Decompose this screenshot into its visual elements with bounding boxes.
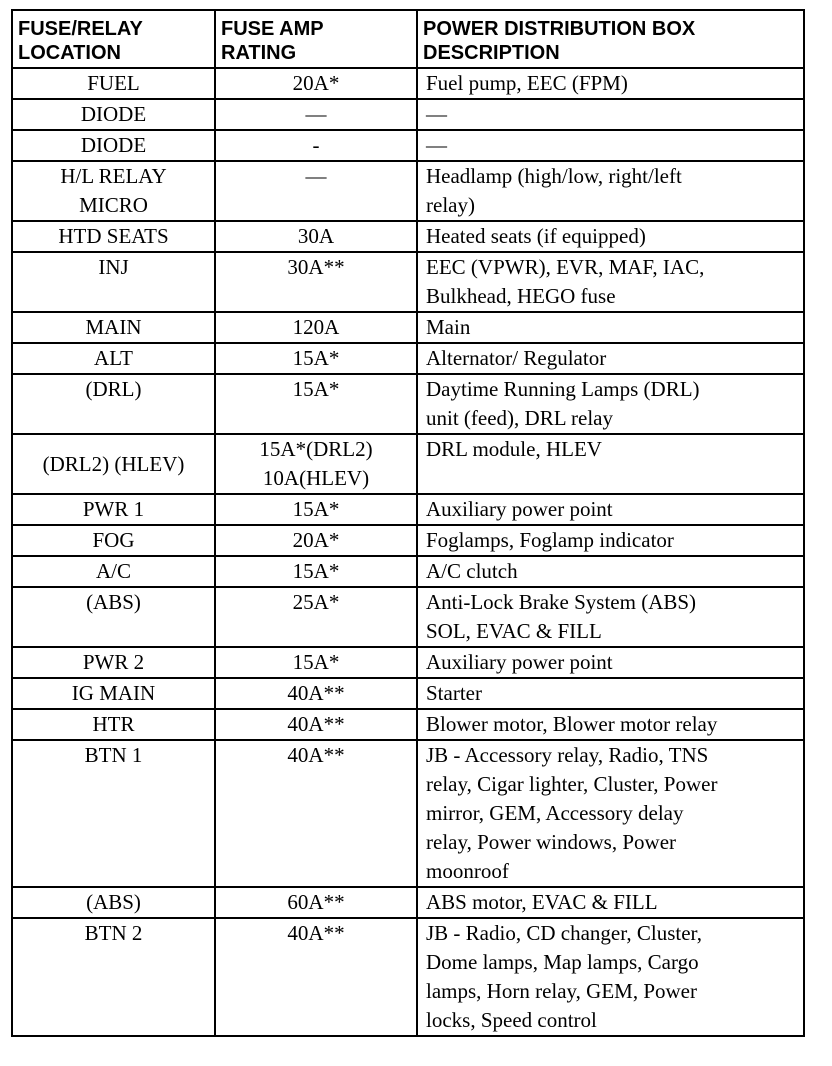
fuse-amp-cell: [215, 678, 417, 709]
fuse-amp-cell-line: 120A: [292, 315, 340, 339]
fuse-location-cell: [12, 99, 215, 130]
header-row: [12, 10, 804, 68]
fuse-description-cell-line: JB - Radio, CD changer, Cluster,: [426, 921, 702, 945]
fuse-location-cell-line: (DRL): [85, 377, 142, 401]
table-row: [12, 130, 804, 161]
fuse-description-cell-line: —: [426, 102, 447, 126]
table-row: [12, 587, 804, 647]
fuse-location-cell-line: IG MAIN: [71, 681, 156, 705]
fuse-amp-cell: [215, 434, 417, 494]
fuse-amp-cell-line: 15A*(DRL2): [259, 437, 373, 461]
fuse-location-cell: [12, 343, 215, 374]
fuse-location-cell-line: (ABS): [86, 590, 141, 614]
fuse-amp-cell-line: 40A**: [287, 681, 345, 705]
fuse-location-cell-line: DIODE: [80, 133, 147, 157]
fuse-location-cell-line: DIODE: [80, 102, 147, 126]
fuse-amp-cell: [215, 374, 417, 434]
fuse-description-cell-line: Dome lamps, Map lamps, Cargo: [426, 950, 699, 974]
fuse-amp-cell-line: -: [312, 133, 320, 157]
table-row: [12, 99, 804, 130]
fuse-location-cell-line: INJ: [98, 255, 129, 279]
fuse-description-cell-line: locks, Speed control: [426, 1008, 597, 1032]
fuse-description-cell-line: JB - Accessory relay, Radio, TNS: [426, 743, 709, 767]
fuse-amp-cell: [215, 161, 417, 221]
fuse-description-cell-line: moonroof: [426, 859, 509, 883]
fuse-description-cell-line: —: [426, 133, 447, 157]
fuse-description-cell: [417, 343, 804, 374]
fuse-description-cell-line: mirror, GEM, Accessory delay: [426, 801, 684, 825]
fuse-location-cell-line: PWR 1: [82, 497, 145, 521]
table-row: [12, 525, 804, 556]
fuse-location-cell: [12, 918, 215, 1036]
fuse-amp-cell-line: —: [305, 164, 327, 188]
fuse-amp-cell-line: 25A*: [292, 590, 340, 614]
fuse-amp-cell-line: 10A(HLEV): [262, 466, 370, 490]
fuse-location-cell: [12, 740, 215, 887]
fuse-location-cell: [12, 887, 215, 918]
fuse-location-cell-line: ALT: [94, 346, 133, 370]
fuse-location-cell-line: (DRL2) (HLEV): [42, 451, 185, 476]
fuse-location-cell-line: HTD SEATS: [58, 224, 169, 248]
fuse-amp-cell-line: 15A*: [292, 497, 340, 521]
fuse-description-cell: [417, 312, 804, 343]
fuse-description-cell-line: Auxiliary power point: [426, 650, 613, 674]
fuse-description-cell-line: SOL, EVAC & FILL: [426, 619, 602, 643]
fuse-amp-cell: [215, 587, 417, 647]
fuse-location-cell-line: (ABS): [86, 890, 141, 914]
table-row: [12, 434, 804, 494]
fuse-amp-cell-line: 30A: [297, 224, 335, 248]
fuse-amp-cell: [215, 343, 417, 374]
fuse-description-cell: [417, 887, 804, 918]
table-row: [12, 374, 804, 434]
fuse-description-cell: [417, 494, 804, 525]
fuse-location-cell: [12, 68, 215, 99]
fuse-description-cell: [417, 556, 804, 587]
fuse-location-cell-line: MAIN: [85, 315, 142, 339]
fuse-location-cell: [12, 161, 215, 221]
table-row: [12, 678, 804, 709]
fuse-location-cell-line: FOG: [92, 528, 135, 552]
fuse-amp-cell: [215, 556, 417, 587]
table-row: [12, 740, 804, 887]
fuse-description-cell-line: Bulkhead, HEGO fuse: [426, 284, 616, 308]
fuse-description-cell-line: Headlamp (high/low, right/left: [426, 164, 682, 188]
table-row: [12, 252, 804, 312]
fuse-amp-cell: [215, 494, 417, 525]
fuse-amp-cell-line: 60A**: [287, 890, 345, 914]
fuse-amp-cell-line: —: [305, 102, 327, 126]
fuse-amp-cell-line: 40A**: [287, 743, 345, 767]
fuse-description-cell: [417, 709, 804, 740]
table-row: [12, 887, 804, 918]
fuse-description-cell: [417, 374, 804, 434]
fuse-amp-cell: [215, 221, 417, 252]
fuse-amp-cell: [215, 918, 417, 1036]
fuse-location-cell: [12, 374, 215, 434]
table-row: [12, 68, 804, 99]
fuse-description-cell-line: ABS motor, EVAC & FILL: [426, 890, 658, 914]
fuse-description-cell: [417, 678, 804, 709]
fuse-description-cell: [417, 434, 804, 494]
fuse-amp-cell: [215, 709, 417, 740]
fuse-relay-table: [11, 9, 805, 1037]
fuse-location-cell-line: BTN 2: [84, 921, 143, 945]
fuse-description-cell-line: DRL module, HLEV: [426, 437, 602, 461]
table-row: [12, 161, 804, 221]
fuse-location-cell: [12, 252, 215, 312]
fuse-amp-cell: [215, 99, 417, 130]
fuse-amp-cell: [215, 887, 417, 918]
fuse-location-cell-line: MICRO: [79, 193, 148, 217]
fuse-description-cell-line: Anti-Lock Brake System (ABS): [426, 590, 697, 614]
amp-rating-header: FUSE AMP RATING: [215, 10, 417, 68]
fuse-description-cell-line: Main: [426, 315, 471, 339]
fuse-description-cell-line: relay): [426, 193, 475, 217]
fuse-amp-cell: [215, 525, 417, 556]
fuse-location-cell: [12, 678, 215, 709]
fuse-description-cell-line: EEC (VPWR), EVR, MAF, IAC,: [426, 255, 705, 279]
fuse-amp-cell-line: 30A**: [287, 255, 345, 279]
table-row: [12, 221, 804, 252]
description-header: POWER DISTRIBUTION BOX DESCRIPTION: [417, 10, 804, 68]
table-row: [12, 343, 804, 374]
fuse-description-cell: [417, 252, 804, 312]
fuse-location-cell-line: HTR: [92, 712, 135, 736]
location-header: FUSE/RELAY LOCATION: [12, 10, 215, 68]
fuse-description-cell: [417, 918, 804, 1036]
fuse-amp-cell-line: 15A*: [292, 346, 340, 370]
fuse-description-cell-line: Starter: [426, 681, 482, 705]
fuse-description-cell-line: Blower motor, Blower motor relay: [426, 712, 718, 736]
fuse-location-cell: [12, 587, 215, 647]
fuse-description-cell-line: Daytime Running Lamps (DRL): [426, 377, 700, 401]
fuse-description-cell: [417, 587, 804, 647]
fuse-description-cell-line: Alternator/ Regulator: [426, 346, 607, 370]
fuse-amp-cell: [215, 68, 417, 99]
fuse-location-cell-line: FUEL: [87, 71, 140, 95]
fuse-amp-cell-line: 40A**: [287, 712, 345, 736]
table-row: [12, 494, 804, 525]
fuse-location-cell: [12, 434, 215, 494]
fuse-location-cell: [12, 221, 215, 252]
fuse-description-cell-line: Foglamps, Foglamp indicator: [426, 528, 674, 552]
fuse-description-cell-line: relay, Power windows, Power: [426, 830, 677, 854]
fuse-description-cell-line: Fuel pump, EEC (FPM): [426, 71, 628, 95]
fuse-description-cell-line: unit (feed), DRL relay: [426, 406, 613, 430]
fuse-amp-cell-line: 15A*: [292, 559, 340, 583]
fuse-location-cell: [12, 647, 215, 678]
fuse-description-cell: [417, 740, 804, 887]
fuse-location-cell: [12, 525, 215, 556]
fuse-amp-cell-line: 20A*: [292, 528, 340, 552]
fuse-amp-cell: [215, 312, 417, 343]
fuse-amp-cell-line: 15A*: [292, 377, 340, 401]
table-row: [12, 918, 804, 1036]
fuse-description-cell-line: A/C clutch: [426, 559, 518, 583]
table-body: [12, 68, 804, 1036]
fuse-description-cell-line: relay, Cigar lighter, Cluster, Power: [426, 772, 718, 796]
fuse-location-cell-line: PWR 2: [82, 650, 145, 674]
fuse-amp-cell: [215, 740, 417, 887]
fuse-amp-cell-line: 40A**: [287, 921, 345, 945]
fuse-description-cell-line: lamps, Horn relay, GEM, Power: [426, 979, 698, 1003]
table-row: [12, 312, 804, 343]
fuse-amp-cell: [215, 130, 417, 161]
fuse-location-cell-line: BTN 1: [84, 743, 143, 767]
fuse-location-cell: [12, 494, 215, 525]
fuse-description-cell: [417, 647, 804, 678]
table-row: [12, 647, 804, 678]
fuse-description-cell: [417, 221, 804, 252]
fuse-description-cell: [417, 525, 804, 556]
fuse-description-cell-line: Heated seats (if equipped): [426, 224, 646, 248]
table-row: [12, 709, 804, 740]
table-row: [12, 556, 804, 587]
fuse-description-cell: [417, 68, 804, 99]
fuse-location-cell-line: A/C: [95, 559, 131, 583]
fuse-description-cell-line: Auxiliary power point: [426, 497, 613, 521]
fuse-amp-cell: [215, 647, 417, 678]
fuse-description-cell: [417, 130, 804, 161]
fuse-amp-cell-line: 20A*: [292, 71, 340, 95]
fuse-description-cell: [417, 161, 804, 221]
fuse-location-cell: [12, 709, 215, 740]
fuse-amp-cell: [215, 252, 417, 312]
fuse-amp-cell-line: 15A*: [292, 650, 340, 674]
fuse-location-cell-line: H/L RELAY: [60, 164, 167, 188]
fuse-description-cell: [417, 99, 804, 130]
fuse-location-cell: [12, 312, 215, 343]
fuse-location-cell: [12, 556, 215, 587]
fuse-location-cell: [12, 130, 215, 161]
